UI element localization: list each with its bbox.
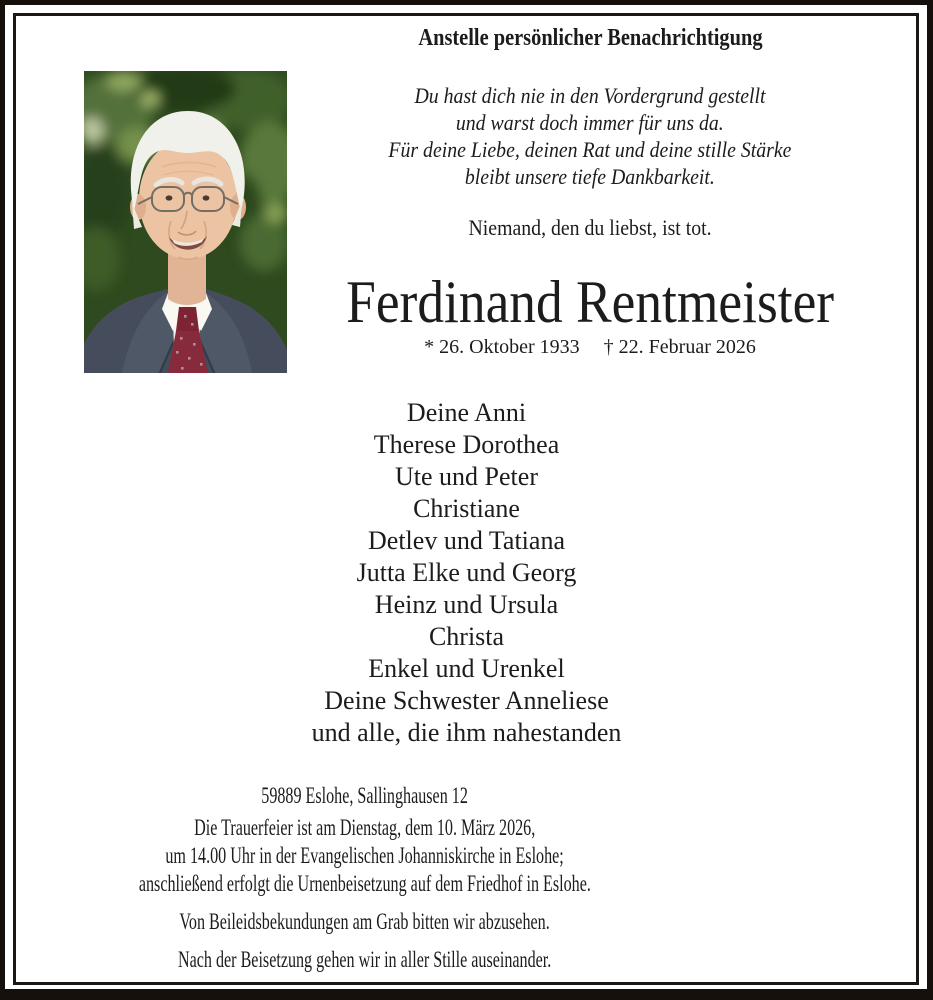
- funeral-line: um 14.00 Uhr in der Evangelischen Johanniskirche in Eslohe;: [165, 843, 565, 868]
- mourner-line: Heinz und Ursula: [374, 590, 559, 619]
- portrait-photo: [84, 71, 287, 373]
- mourner-line: Ute und Peter: [395, 462, 538, 491]
- condolence-request: Von Beileidsbekundungen am Grab bitten wir abzusehen.: [179, 909, 551, 934]
- mourner-line: Deine Schwester Anneliese: [324, 686, 609, 715]
- verse-line: Für deine Liebe, deinen Rat und deine stille Stärke: [388, 137, 792, 162]
- verse-line: und warst doch immer für uns da.: [456, 110, 724, 135]
- eye-left: [166, 195, 173, 200]
- mourner-line: Christiane: [413, 494, 520, 523]
- notice-header: [290, 24, 890, 52]
- mourner-line: Christa: [428, 622, 505, 651]
- verse-line: bleibt unsere tiefe Dankbarkeit.: [464, 164, 716, 189]
- birth-date: * 26. Oktober 1933: [424, 336, 580, 358]
- tie-knot: [176, 307, 199, 331]
- notice-header-text: Anstelle persönlicher Benachrichtigung: [417, 25, 763, 51]
- eye-right: [203, 195, 210, 200]
- life-dates: [290, 334, 890, 360]
- funeral-line: anschließend erfolgt die Urnenbeisetzung auf dem Friedhof in Eslohe.: [138, 871, 592, 896]
- mourner-line: Therese Dorothea: [373, 430, 560, 459]
- mourner-line: Deine Anni: [406, 398, 527, 427]
- deceased-name: Ferdinand Rentmeister: [346, 269, 834, 335]
- portrait-illustration: [84, 71, 287, 373]
- mourners-list: [17, 397, 916, 749]
- verse-line: Du hast dich nie in den Vordergrund gestellt: [414, 83, 766, 108]
- mourner-line: Enkel und Urenkel: [368, 654, 565, 683]
- closing-note: Nach der Beisetzung gehen wir in aller Stille auseinander.: [178, 947, 552, 972]
- funeral-details: [15, 814, 715, 898]
- memorial-verse: [290, 82, 890, 190]
- mourner-line: Detlev und Tatiana: [368, 526, 565, 555]
- mourner-line: und alle, die ihm nahestanden: [311, 718, 622, 747]
- mourner-line: Jutta Elke und Georg: [356, 558, 577, 587]
- home-address: 59889 Eslohe, Sallinghausen 12: [261, 783, 469, 808]
- death-date: † 22. Februar 2026: [603, 336, 756, 358]
- memorial-motto: Niemand, den du liebst, ist tot.: [468, 215, 712, 240]
- face: [139, 139, 237, 259]
- funeral-line: Die Trauerfeier ist am Dienstag, dem 10. März 2026,: [194, 815, 536, 840]
